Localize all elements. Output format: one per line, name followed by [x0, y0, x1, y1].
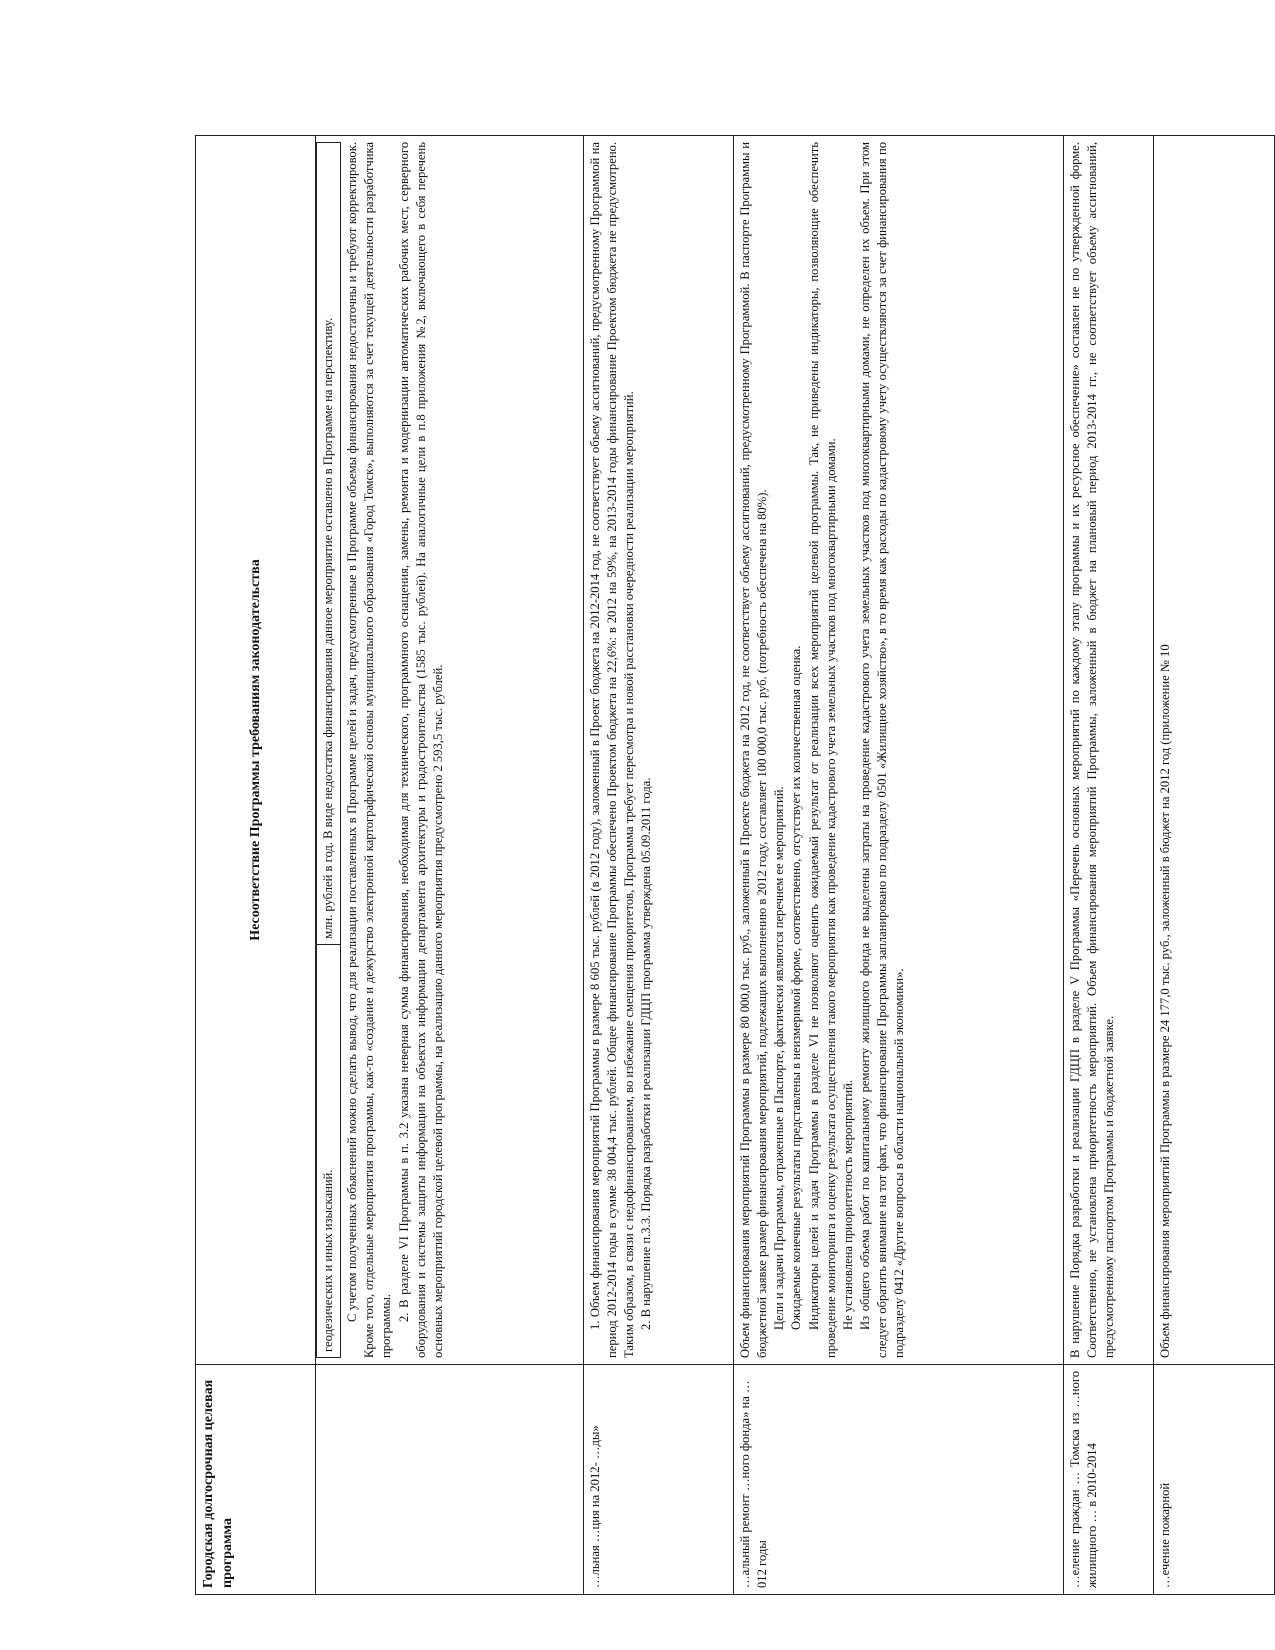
paragraph: Ожидаемые конечные результаты представлены в неизмеримой форме, соответственно, отсутствует их количественная оценка.: [789, 645, 804, 1330]
table-row: [734, 136, 1064, 1595]
table-row: [1064, 136, 1154, 1595]
paragraph: Объем финансирования мероприятий Программы в размере 24 177,0 тыс. руб., заложенный в бюджет на 2012 год (приложение № 10: [1158, 644, 1172, 1358]
nonconformity-text: [316, 136, 584, 1365]
program-name: …еление граждан … Томска из …ного жилищного … в 2010-2014: [1064, 1365, 1154, 1595]
paragraph: Не установлена приоритетность мероприятий.: [840, 1079, 855, 1330]
inner-table: [316, 142, 341, 1358]
inner-left-cell: геодезических и иных изысканий.: [317, 944, 341, 1357]
program-name: [316, 1365, 584, 1595]
program-name: …ечение пожарной: [1154, 1365, 1275, 1595]
table-row: [316, 136, 584, 1595]
program-name: …альный ремонт …ного фонда» на …012 годы: [734, 1365, 1064, 1595]
paragraph: 1. Объем финансирования мероприятий Программы в размере 8 605 тыс. рублей (в 2012 году), заложенный в Проект бюджета на 2012-2014 год, не соответствует объему ассигнований, предусмотренному Программой на период 2012-2014 годы в сумме 38 004,4 тыс. рублей. Общее финансирование Программы обеспечено Проектом бюджета на 22,6%: в 2012 на 59%, на 2013-2014 годы финансирование Проектом бюджета не предусмотрено. Таким образом, в связи с недофинансированием, во избежание смещения приоритетов, Программа требует пересмотра и новой расстановки очередности реализации мероприятий.: [588, 142, 637, 1358]
table-row: [1154, 136, 1275, 1595]
paragraph: С учетом полученных объяснений можно сделать вывод, что для реализации поставленных в Программе целей и задач, предусмотренные в Программе объемы финансирования недостаточны и требуют корректировок. Кроме того, отдельные мероприятия программы, как-то «создание и дежурство электронной картографической основы муниципального образования «Город Томск», выполняются за счет текущей деятельности разработчика программы.: [345, 142, 394, 1358]
paragraph: Из общего объема работ по капитальному ремонту жилищного фонда не выделены затраты на проведение кадастрового учета земельных участков под многоквартирными домами, не определен их объем. При этом следует обратить внимание на тот факт, что финансирование Программы запланировано по подразделу 0501 «Жилищное хозяйство», в то время как расходы по кадастровому учету осуществляются за счет финансирования по подразделу 0412 «Другие вопросы в области национальной экономики».: [857, 142, 907, 1358]
paragraph: Цели и задачи Программы, отраженные в Паспорте, фактически являются перечнем ее мероприятий.: [772, 786, 787, 1330]
rotated-page: [195, 135, 1275, 1595]
paragraph: В нарушение Порядка разработки и реализации ГДЦП в разделе V Программы «Перечень основных мероприятий по каждому этапу программы и их ресурсное обеспечение» составлен не по утвержденной форме. Соответственно, не установлена приоритетность мероприятий. Объем финансирования мероприятий Программы, заложенный в бюджет на плановый период 2013-2014 гг., не соответствует объему ассигнований, предусмотренному паспортом Программы и бюджетной заявке.: [1068, 142, 1117, 1358]
nonconformity-text: [584, 136, 734, 1365]
nonconformity-text: [734, 136, 1064, 1365]
paragraph: Индикаторы целей и задач Программы в разделе VI не позволяют оценить ожидаемый результат от реализации всех мероприятий целевой программы. Так, не приведены индикаторы, позволяющие обеспечить проведение мониторинга и оценку результата осуществления такого мероприятия как проведение кадастрового учета земельных участков под многоквартирными домами.: [806, 142, 838, 1358]
program-name: …льная …ция на 2012- …ды»: [584, 1365, 734, 1595]
header-program: Городская долгосрочная целевая программа: [196, 1365, 316, 1595]
nonconformity-table: [195, 135, 1275, 1595]
header-nonconformity: Несоответствие Программы требованиям законодательства: [196, 136, 316, 1365]
inner-right-cell: млн. рублей в год. В виде недостатка финансирования данное мероприятие оставлено в Программе на перспективу.: [317, 143, 341, 945]
paragraph: 2. В разделе VI Программы в п. 3.2 указана неверная сумма финансирования, необходимая для технического, программного оснащения, замены, ремонта и модернизации автоматических рабочих мест, серверного оборудования и системы защиты информации на объектах информации департамента архитектуры и градостроительства (1585 тыс. рублей). На аналогичные цели в п.8 приложения №2, включающего в себя перечень основных мероприятий городской целевой программы, на реализацию данного мероприятия предусмотрено 2 593,5 тыс. рублей.: [396, 142, 445, 1358]
table-header-row: [196, 136, 316, 1595]
nonconformity-text: [1064, 136, 1154, 1365]
paragraph: 2. В нарушение п.3.3. Порядка разработки и реализации ГДЦП программа утверждена 05.09.2011 года.: [639, 777, 654, 1330]
nonconformity-text: [1154, 136, 1275, 1365]
paragraph: Объем финансирования мероприятий Программы в размере 80 000,0 тыс. руб., заложенный в Проекте бюджета на 2012 год, не соответствует объему ассигнований, предусмотренному Программой. В паспорте Программы и бюджетной заявке размер финансирования мероприятий, подлежащих выполнению в 2012 году, составляет 100 000,0 тыс. руб. (потребность обеспечена на 80%).: [738, 142, 770, 1358]
table-row: [584, 136, 734, 1595]
